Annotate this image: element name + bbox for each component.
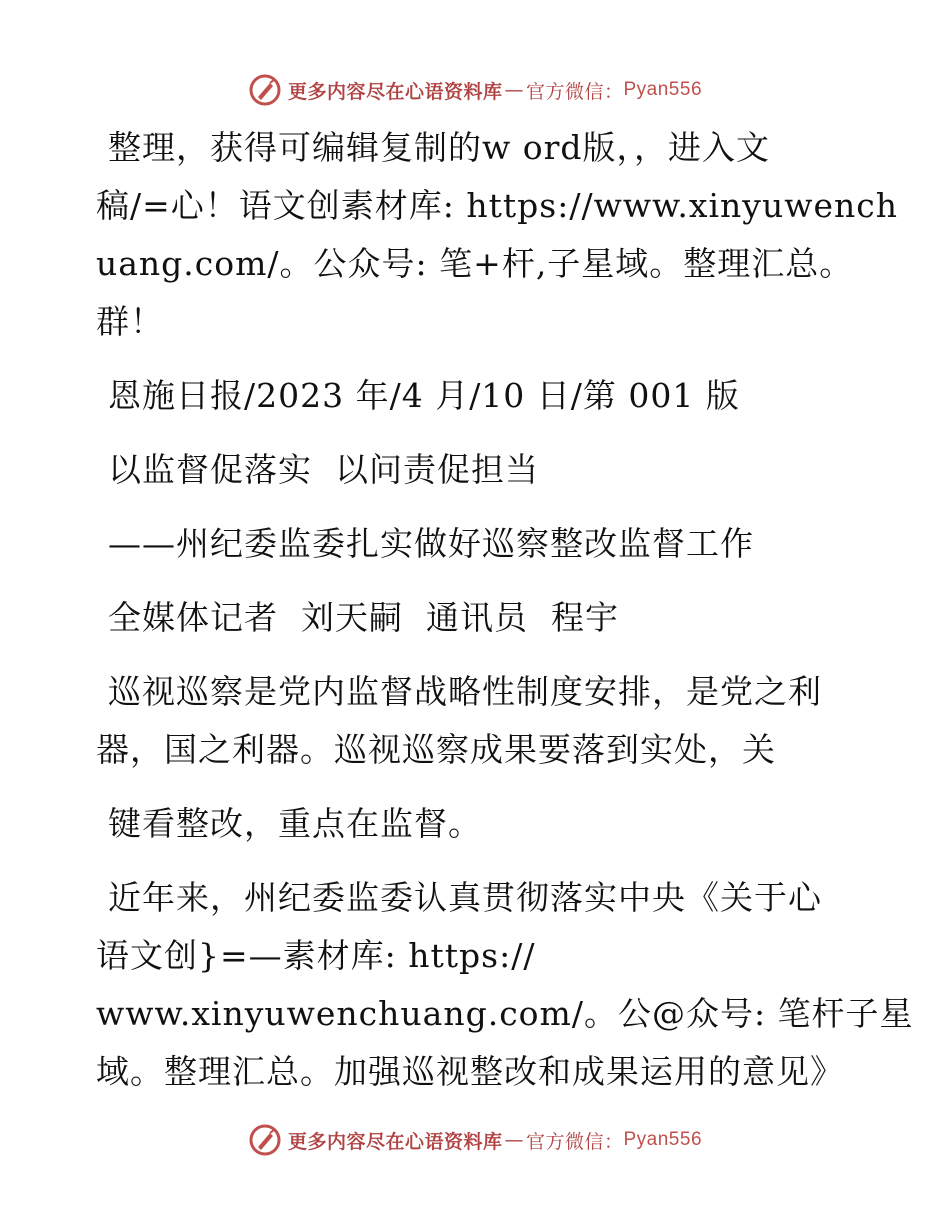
body-line-5: 语文创}=—素材库: https:// — [96, 936, 536, 975]
banner-wechat-id: Pyan556 — [623, 79, 703, 100]
banner-wechat-label: 官方微信： — [525, 80, 624, 103]
article-headline: 以监督促落实 以问责促担当 — [108, 450, 539, 489]
body-line-6: www.xinyuwenchuang.com/。公@众号: 笔杆子星 — [96, 994, 914, 1033]
quill-logo-icon — [248, 73, 282, 107]
article-subheadline: ——州纪委监委扎实做好巡察整改监督工作 — [108, 524, 754, 563]
banner-dash: — — [504, 79, 524, 101]
footer-watermark-banner — [0, 1120, 950, 1160]
body-line-1: 巡视巡察是党内监督战略性制度安排，是党之利 — [108, 672, 822, 711]
banner-brand-text: 更多内容尽在心语资料库 — [287, 80, 503, 103]
text-line-3: uang.com/。公众号: 笔+杆,子星域。整理汇总。 — [96, 244, 854, 283]
quill-logo-icon — [248, 1123, 282, 1157]
body-line-4: 近年来，州纪委监委认真贯彻落实中央《关于心 — [108, 878, 822, 917]
text-line-1: 整理，获得可编辑复制的w ord版，，进入文 — [108, 128, 771, 167]
body-line-7: 域。整理汇总。加强巡视整改和成果运用的意见》 — [96, 1052, 844, 1091]
newspaper-source-line: 恩施日报/2023 年/4 月/10 日/第 001 版 — [108, 376, 740, 415]
body-line-3: 键看整改，重点在监督。 — [108, 804, 482, 843]
text-line-4: 群！ — [96, 302, 164, 341]
text-line-2: 稿/=心！语文创素材库: https://www.xinyuwench — [96, 186, 898, 225]
article-byline: 全媒体记者 刘天嗣 通讯员 程宇 — [108, 598, 619, 637]
header-watermark-banner — [0, 70, 950, 110]
body-line-2: 器，国之利器。巡视巡察成果要落到实处，关 — [96, 730, 776, 769]
banner-wechat-id: Pyan556 — [623, 1129, 703, 1150]
banner-brand-text: 更多内容尽在心语资料库 — [287, 1130, 503, 1153]
banner-dash: — — [504, 1129, 524, 1151]
banner-wechat-label: 官方微信： — [525, 1130, 624, 1153]
